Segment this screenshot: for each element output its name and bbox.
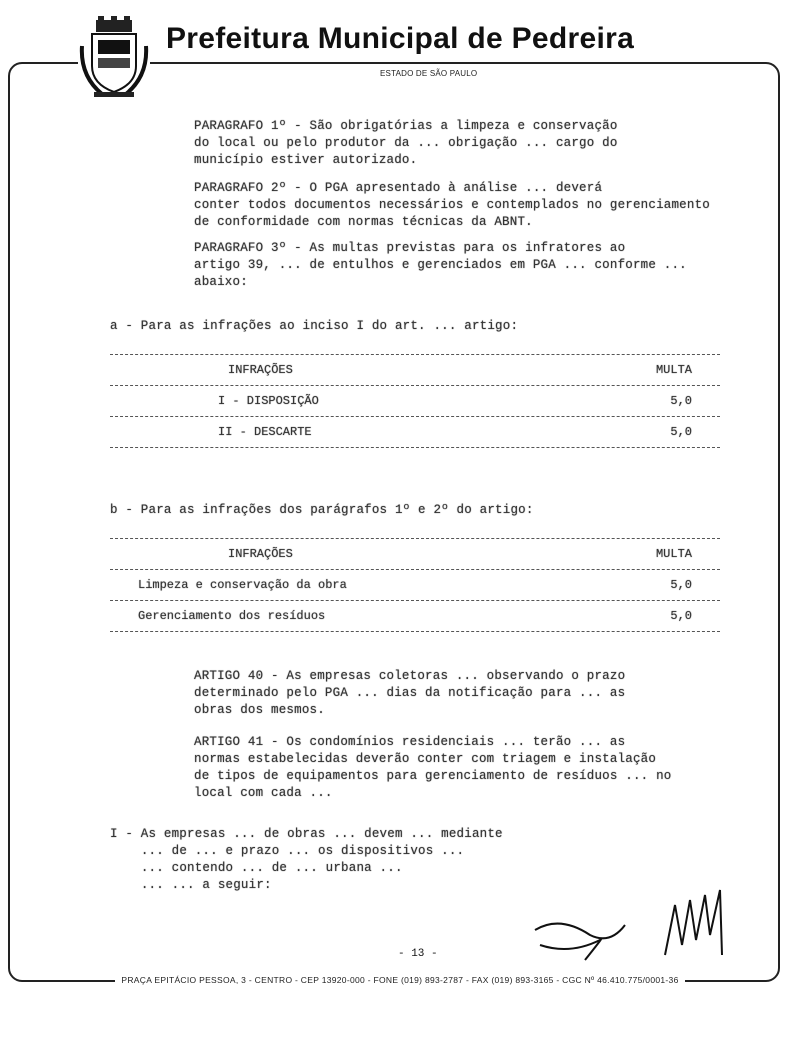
paragraph-artigo-41: ARTIGO 41 - Os condomínios residenciais ... terão ... as normas estabelecidas deverão conter com triagem e instalação de tipos de equipamentos para gerenciamento de resíduos ... no local com cada ... [194,735,672,800]
column-header: MULTA [655,363,692,377]
page-number: - 13 - [398,948,438,960]
table-cell: 5,0 [670,394,692,408]
page-title: Prefeitura Municipal de Pedreira [162,22,638,56]
column-header: INFRAÇÕES [228,363,293,377]
table-row [110,607,720,625]
table-cell: Limpeza e conservação da obra [138,578,347,592]
table-cell: II - DESCARTE [218,425,312,439]
paragraph-artigo-40: ARTIGO 40 - As empresas coletoras ... observando o prazo determinado pelo PGA ... dias da notificação para ... as obras dos mesmos. [194,669,626,717]
footer-address [0,975,800,985]
table-row [110,392,720,410]
table-b [110,532,720,638]
section-a-heading: a - Para as infrações ao inciso I do art. ... artigo: [110,319,519,333]
table-cell: 5,0 [670,609,692,623]
table-header [110,545,720,563]
paragraph-1: PARAGRAFO 1º - São obrigatórias a limpeza e conservação do local ou pelo produtor da ... obrigação ... cargo do município estiver autorizado. [194,119,618,167]
table-cell: 5,0 [670,578,692,592]
table-cell: 5,0 [670,425,692,439]
table-row [110,423,720,441]
paragraph-3: PARAGRAFO 3º - As multas previstas para os infratores ao artigo 39, ... de entulhos e gerenciados em PGA ... conforme ... abaixo: [194,241,687,289]
table-row [110,576,720,594]
table-cell: I - DISPOSIÇÃO [218,394,319,408]
table-header [110,361,720,379]
section-b-heading: b - Para as infrações dos parágrafos 1º e 2º do artigo: [110,503,534,517]
paragraph-inciso-1: I - As empresas ... de obras ... devem ... mediante ... de ... e prazo ... os dispositivos ... ... contendo ... de ... urbana ... ... ... a seguir: [110,827,503,892]
page-subtitle: ESTADO DE SÃO PAULO [380,69,478,78]
municipal-crest-icon [78,16,150,98]
table-a [110,348,720,454]
signature-1-icon [530,905,630,965]
table-cell: Gerenciamento dos resíduos [138,609,326,623]
column-header: MULTA [655,547,692,561]
footer-text: PRAÇA EPITÁCIO PESSOA, 3 - CENTRO - CEP 13920-000 - FONE (019) 893-2787 - FAX (019) 893-3165 - CGC Nº 46.410.775/0001-36 [115,975,684,985]
signature-2-icon [660,885,730,965]
paragraph-2: PARAGRAFO 2º - O PGA apresentado à análise ... deverá conter todos documentos necessários e contemplados no gerenciamento de conformidade com normas técnicas da ABNT. [194,181,710,229]
column-header: INFRAÇÕES [228,547,293,561]
